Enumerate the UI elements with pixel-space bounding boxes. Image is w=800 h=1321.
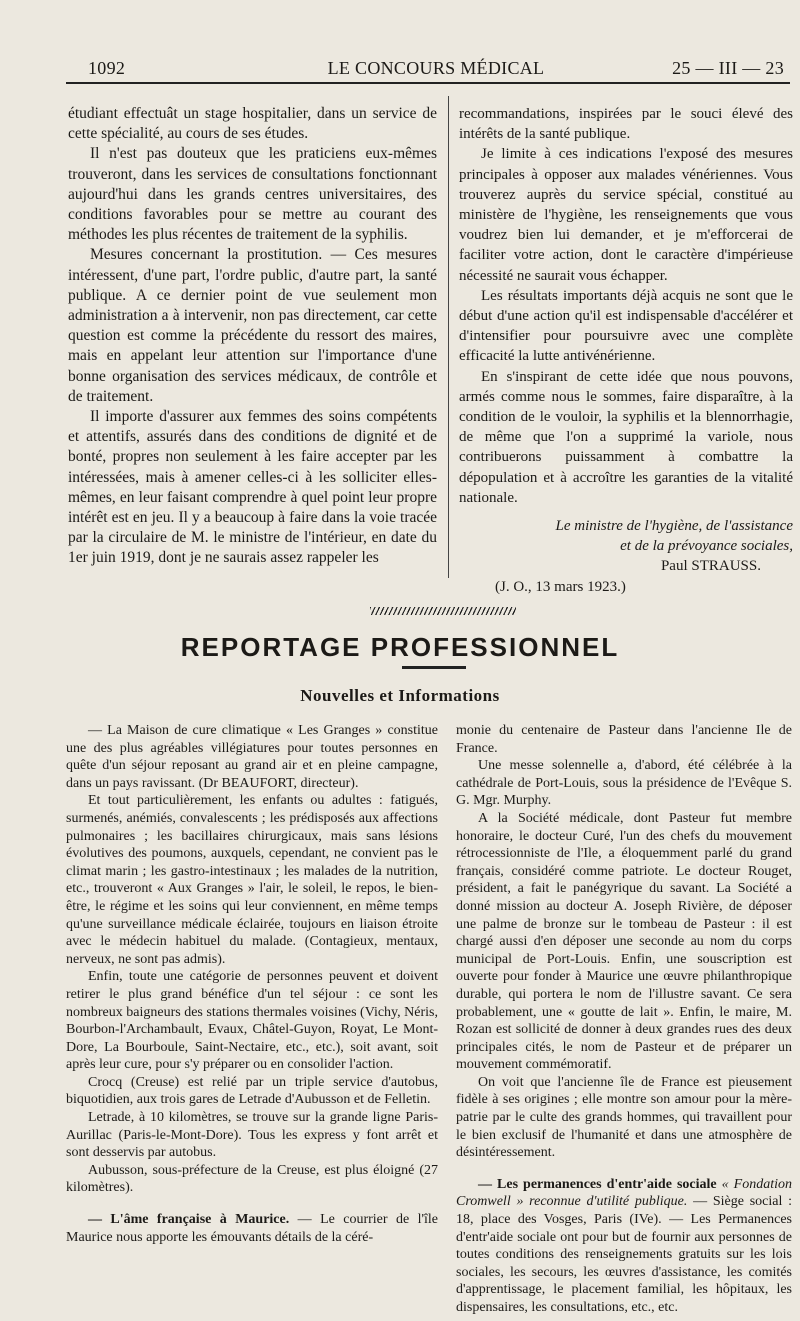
article-subtitle: « Fondation Cromwell » reconnue d'utilité publique. — [456, 1176, 792, 1210]
paragraph: Il n'est pas douteux que les praticiens eux-mêmes trouveront, dans les services de consultations fonctionnant aujourd'hui dans les grands centres universitaires, des conditions favorables pour se mettre au courant des méthodes les plus récentes de traitement de la syphilis. — [68, 145, 437, 244]
paragraph: monie du centenaire de Pasteur dans l'ancienne Ile de France. — [456, 723, 792, 756]
issue-date: 25 — III — 23 — [672, 58, 784, 78]
article-permanences — [456, 1176, 792, 1317]
signature-name: Paul STRAUSS. — [660, 558, 761, 575]
paragraph: A la Société médicale, dont Pasteur fut membre honoraire, le docteur Curé, l'un des chefs du mouvement rétrocessionniste de l'Ile, a éloquemment parlé du grand français, considéré comme patriote. Le docteur Rouget, président, a fait le panégyrique du savant. La Société a donné mission au docteur A. Joseph Rivière, de déposer une palme de bronze sur le tombeau de Pasteur : il est chargé aussi d'en déposer une seconde au nom du corps municipal de Port-Louis. Enfin, une souscription est ouverte pour fonder à Maurice une œuvre philanthropique durable, qui portera le nom de l'illustre savant. Ce sera probablement, une « goutte de lait ». Enfin, le maire, M. Rozan est sollicité de donner à deux grandes rues des deux principales cités, le nom de Pasteur et de préparer un mouvement commémoratif. — [456, 810, 792, 1073]
top-right-column — [459, 104, 793, 597]
paragraph: — La Maison de cure climatique « Les Granges » constitue une des plus agréables villégiatures pour toutes personnes en quête d'un séjour reposant au grand air et en pleine campagne, dans un pays ravissant. (Dr BEAUFORT, directeur). — [66, 723, 438, 791]
paragraph: Mesures concernant la prostitution. — Ces mesures intéressent, d'une part, l'ordre public, d'autre part, la santé publique. A ce dernier point de vue seulement mon administration a à intervenir, non pas directement, car cette question est comme la précédente du ressort des maires, mais en appelant leur attention sur l'importance d'une bonne organisation des services médicaux, de contrôle et de traitement. — [68, 246, 437, 405]
article-text: — Le courrier de l'île Maurice nous apporte les émouvants détails de la céré- — [66, 1212, 438, 1245]
paragraph: Une messe solennelle a, d'abord, été célébrée à la cathédrale de Port-Louis, sous la présidence de l'Evêque S. G. Mgr. Murphy. — [456, 758, 792, 809]
paragraph: Je limite à ces indications l'exposé des mesures principales à opposer aux malades vénériennes. Vous trouverez auprès du service spécial, constitué au ministère de l'hygiène, les renseignements que vous voudrez bien lui demander, et je m'efforcerai de faciliter votre action, dont le caractère d'impérieuse nécessité ne saurait vous échapper. — [459, 146, 793, 284]
page-number: 1092 — [88, 58, 126, 78]
paragraph: Aubusson, sous-préfecture de la Creuse, est plus éloigné (27 kilomètres). — [66, 1162, 438, 1196]
article-text: — Siège social : 18, place des Vosges, Paris (IVe). — Les Permanences d'entr'aide sociale ont pour but de fournir aux personnes de toutes conditions des renseignements gratuits sur les lois sociales, les secours, les œuvres d'assistance, les comités d'apprentissage, le placement familial, les hôpitaux, les dispensaires, les consultations, etc., etc. — [456, 1194, 792, 1315]
paragraph: Enfin, toute une catégorie de personnes peuvent et doivent retirer le plus grand bénéfice d'un tel séjour : ce sont les nombreux baigneurs des stations thermales voisines (Vichy, Néris, Bourbon-l'Archambault, Evaux, Châtel-Guyon, Royat, Le Mont-Dore, La Bourboule, Saint-Nectaire, etc., etc.), soit avant, soit après leur cure, pour s'y préparer ou en consolider l'action. — [66, 969, 438, 1073]
bottom-left-column — [66, 722, 438, 1246]
bottom-right-column — [456, 722, 792, 1317]
paragraph: Crocq (Creuse) est relié par un triple service d'autobus, biquotidien, aux trois gares de Letrade d'Aubusson et de Felletin. — [66, 1074, 438, 1108]
page-header — [88, 58, 784, 80]
article-heading: — Les permanences d'entr'aide sociale — [478, 1176, 717, 1192]
paragraph: étudiant effectuât un stage hospitalier, dans un service de cette spécialité, au cours de ses études. — [68, 105, 437, 143]
paragraph: Letrade, à 10 kilomètres, se trouve sur la grande ligne Paris-Aurillac (Paris-le-Mont-Dore). Tous les express y font arrêt et sont desservis par autobus. — [66, 1110, 438, 1161]
paragraph: Les résultats importants déjà acquis ne sont que le début d'une action qu'il est indispensable d'accélérer et d'intensifier pour poursuivre avec une complète efficacité la lutte antivénérienne. — [459, 287, 793, 365]
title-rule — [402, 666, 466, 669]
journal-title: LE CONCOURS MÉDICAL — [327, 58, 545, 78]
paragraph: On voit que l'ancienne île de France est pieusement fidèle à ses origines ; elle montre son amour pour la mère-patrie par le culte des grands hommes, qui travaillent pour le bien exclusif de l'humanité et dans une atmosphère de désintéressement. — [456, 1074, 792, 1161]
paragraph: Et tout particulièrement, les enfants ou adultes : fatigués, surmenés, anémiés, convalescents ; les prédisposés aux affections pulmonaires ; les bacillaires chirurgicaux, mais sans lésions évolutives des poumons, auxquels, cependant, ne convient pas le climat marin ; les gastro-intestinaux ; les malades de la nutrition, etc., trouveront « Aux Granges » l'air, le soleil, le repos, le bien-être, le régime et les soins qui leur conviennent, en même temps qu'une surveillance médicale éclairée, toujours en liaison étroite avec le médecin habituel du malade. (Contagieux, mentaux, nerveux, ne sont pas admis). — [66, 793, 438, 967]
paragraph: Il importe d'assurer aux femmes des soins compétents et attentifs, assurés dans des conditions de dignité et de bonté, propres non seulement à les faire accepter par les intéressées, mais à amener celles-ci à les solliciter elles-mêmes, en leur faisant comprendre à quel point leur propre intérêt est en jeu. Il y a beaucoup à faire dans la voie tracée par la circulaire de M. le ministre de l'intérieur, en date du 1er juin 1919, dont je ne saurais assez rappeler les — [68, 408, 437, 567]
section-title: REPORTAGE PROFESSIONNEL — [180, 632, 620, 662]
signature-title: Le ministre de l'hygiène, de l'assistance — [555, 518, 793, 535]
column-divider — [448, 96, 449, 578]
paragraph: recommandations, inspirées par le souci élevé des intérêts de la santé publique. — [459, 106, 793, 143]
top-left-column — [68, 104, 437, 569]
ornamental-divider — [370, 607, 516, 615]
signature-title-2: et de la prévoyance sociales, — [620, 538, 793, 555]
section-subtitle: Nouvelles et Informations — [300, 686, 500, 705]
paragraph: En s'inspirant de cette idée que nous pouvons, armés comme nous le sommes, faire disparaître, à la condition de le vouloir, la syphilis et la blennorrhagie, de même que l'on a supprimé la variole, nous contribuerons puissamment à combattre la dépopulation et à accroître les garanties de la vitalité nationale. — [459, 368, 793, 506]
article-heading: — L'âme française à Maurice. — [88, 1212, 290, 1228]
header-rule — [66, 82, 790, 84]
article-ame-francaise — [66, 1211, 438, 1246]
signature-source: (J. O., 13 mars 1923.) — [495, 578, 626, 595]
